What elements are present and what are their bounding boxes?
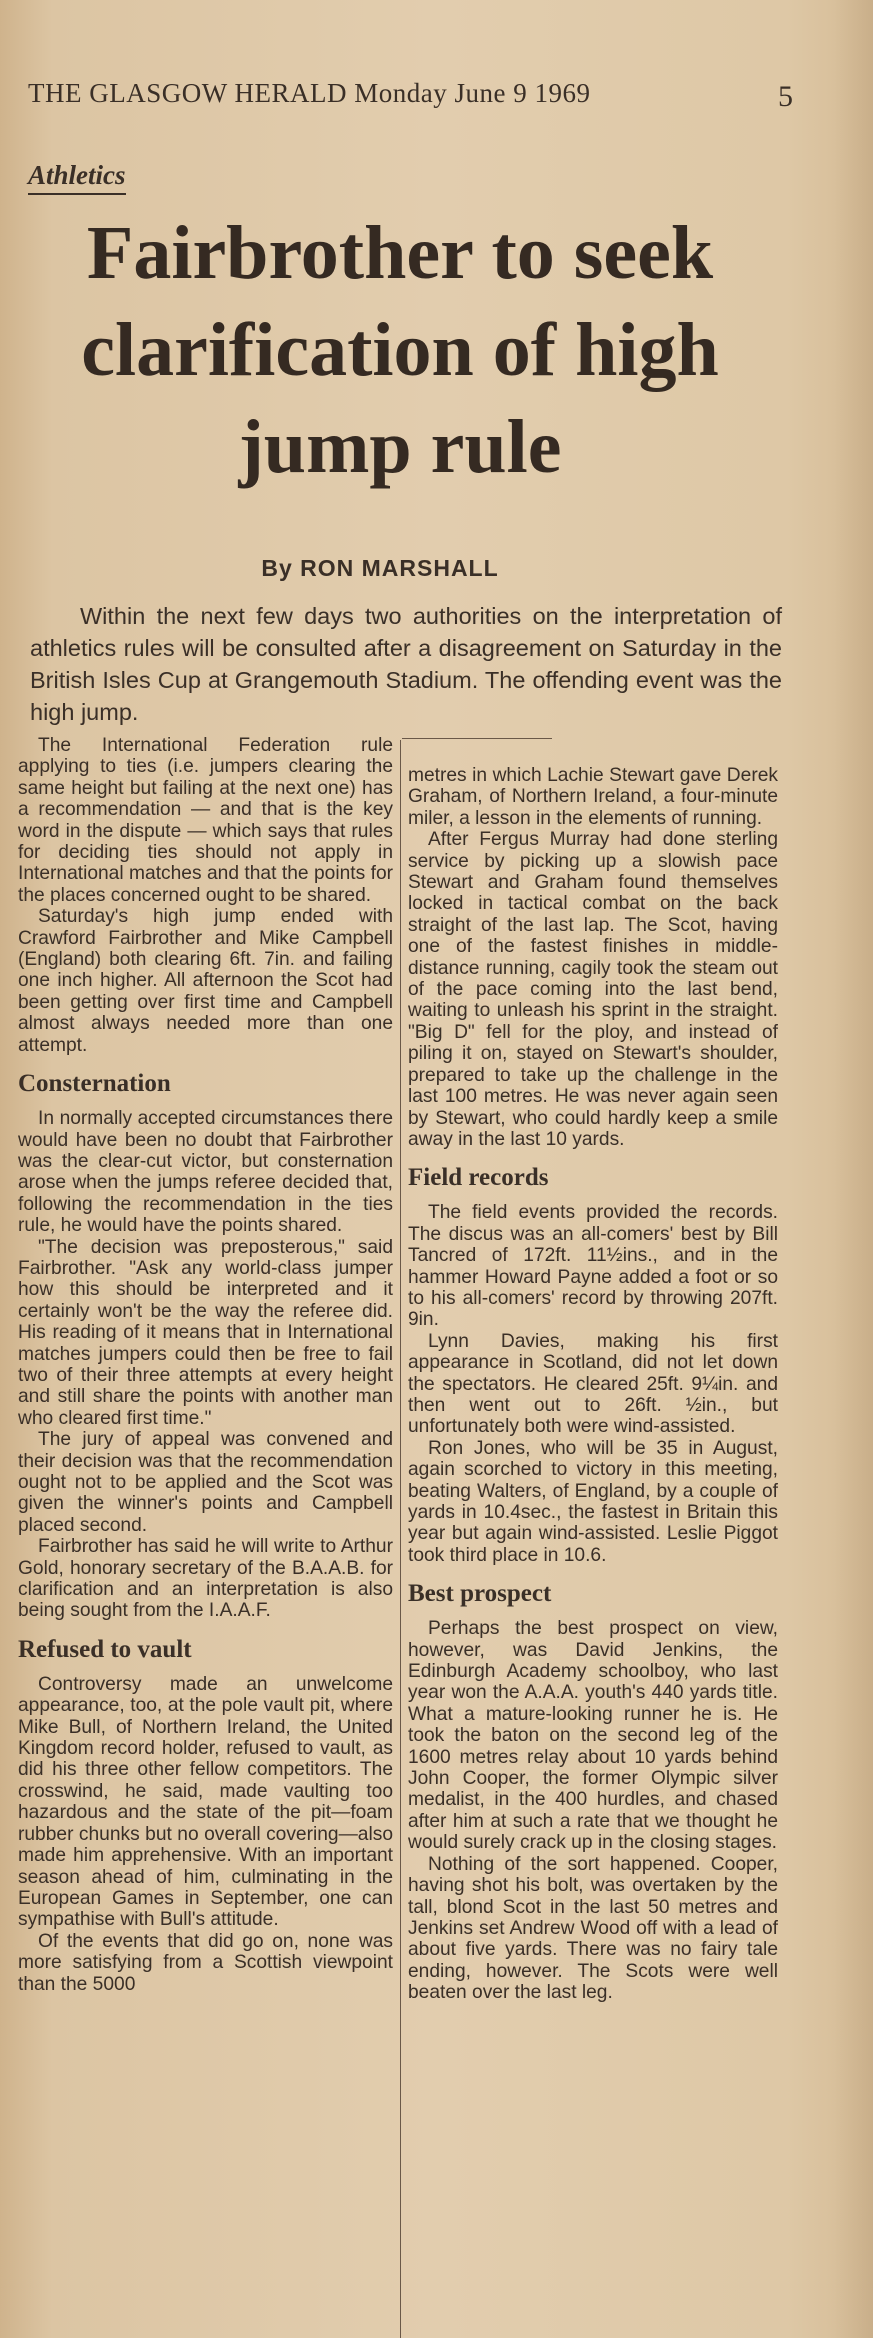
subheading-refused-to-vault: Refused to vault [18,1635,192,1663]
paragraph: Nothing of the sort happened. Cooper, having shot his bolt, was overtaken by the tall, blond Scot in the last 50 metres and Jenkins set Andrew Wood off with a lead of about five yards. There was no fairy tale ending, however. The Scots were well beaten over the last leg. [408,1853,778,2004]
masthead [28,78,788,109]
section-label: Athletics [28,160,126,195]
paragraph: After Fergus Murray had done sterling service by picking up a slowish pace Stewart and Graham found themselves locked in tactical combat on the back straight of the last lap. The Scot, having one of the fastest finishes in middle-distance running, cagily took the steam out of the pace coming into the last bend, waiting to unleash his sprint in the straight. "Big D" fell for the ploy, and instead of piling it on, stayed on Stewart's shoulder, prepared to take up the challenge in the last 100 metres. He was never again seen by Stewart, who could hardly keep a smile away in the last 10 yards. [408,829,778,1150]
publication-name: THE GLASGOW HERALD [28,78,347,108]
headline: Fairbrother to seek clarification of high jump rule [81,211,719,489]
paragraph: metres in which Lachie Stewart gave Derek Graham, of Northern Ireland, a four-minute miler, a lesson in the elements of running. [408,765,778,829]
paragraph: Lynn Davies, making his first appearance in Scotland, did not let down the spectators. He cleared 25ft. 9¼in. and then went out to 26ft. ½in., but unfortunately both were wind-assisted. [408,1330,778,1438]
byline: By RON MARSHALL [261,555,499,581]
paragraph: The jury of appeal was convened and their decision was that the recommendation ought not to be applied and the Scot was given the winner's points and Campbell placed second. [18,1429,393,1536]
paragraph: Perhaps the best prospect on view, however, was David Jenkins, the Edinburgh Academy schoolboy, who last year won the A.A.A. youth's 440 yards title. What a mature-looking runner he is. He took the baton on the second leg of the 1600 metres relay about 10 yards behind John Cooper, the former Olympic silver medalist, in the 400 hurdles, and chased after him at such a rate that we thought he would surely crack up in the closing stages. [408,1618,778,1854]
article-column-2 [408,765,778,2004]
paragraph: The International Federation rule applying to ties (i.e. jumpers clearing the same height but failing at the next one) has a recommendation — and that is the key word in the dispute — which says that rules for deciding ties should not apply in International matches and that the points for the places concerned ought to be shared. [18,735,393,906]
column-rule-vertical [400,740,401,2338]
paragraph: Of the events that did go on, none was more satisfying from a Scottish viewpoint than the 5000 [18,1930,393,1995]
publication-date: Monday June 9 1969 [354,78,591,108]
paper-edge-shading [833,0,873,2338]
column-rule-horizontal [402,738,552,739]
intro-paragraph: Within the next few days two authorities on the interpretation of athletics rules will be consulted after a disagreement on Saturday in the British Isles Cup at Grangemouth Stadium. The offending event was the high jump. [30,603,782,725]
page-number: 5 [778,80,793,113]
subheading-consternation: Consternation [18,1070,171,1098]
paragraph: Fairbrother has said he will write to Arthur Gold, honorary secretary of the B.A.A.B. for clarification and an interpretation is also being sought from the I.A.A.F. [18,1536,393,1622]
paragraph: Saturday's high jump ended with Crawford Fairbrother and Mike Campbell (England) both clearing 6ft. 7in. and failing one inch higher. All afternoon the Scot had been getting over first time and Campbell almost always needed more than one attempt. [18,906,393,1056]
paragraph: The field events provided the records. The discus was an all-comers' best by Bill Tancred of 172ft. 11½ins., and in the hammer Howard Payne added a foot or so to his all-comers' record by throwing 207ft. 9in. [408,1202,778,1331]
paragraph: Ron Jones, who will be 35 in August, again scorched to victory in this meeting, beating Walters, of England, by a couple of yards in 10.4sec., the fastest in Britain this year but again wind-assisted. Leslie Piggot took third place in 10.6. [408,1437,778,1566]
subheading-best-prospect: Best prospect [408,1580,552,1608]
article-column-1 [18,735,393,1995]
paragraph: In normally accepted circumstances there would have been no doubt that Fairbrother was the clear-cut victor, but consternation arose when the jumps referee decided that, following the recommendation in the ties rule, he would have the points shared. [18,1108,393,1237]
subheading-field-records: Field records [408,1164,549,1192]
paragraph: "The decision was preposterous," said Fairbrother. "Ask any world-class jumper how this should be interpreted and it certainly won't be the way the referee did. His reading of it means that in International matches jumpers could then be free to fail two of their three attempts at every height and still share the points with another man who cleared first time." [18,1236,393,1429]
paragraph: Controversy made an unwelcome appearance, too, at the pole vault pit, where Mike Bull, of Northern Ireland, the United Kingdom record holder, refused to vault, as did his three other fellow competitors. The crosswind, he said, made vaulting too hazardous and the state of the pit—foam rubber chunks but no overall covering—also made him apprehensive. With an important season ahead of him, culminating in the European Games in September, one can sympathise with Bull's attitude. [18,1673,393,1931]
